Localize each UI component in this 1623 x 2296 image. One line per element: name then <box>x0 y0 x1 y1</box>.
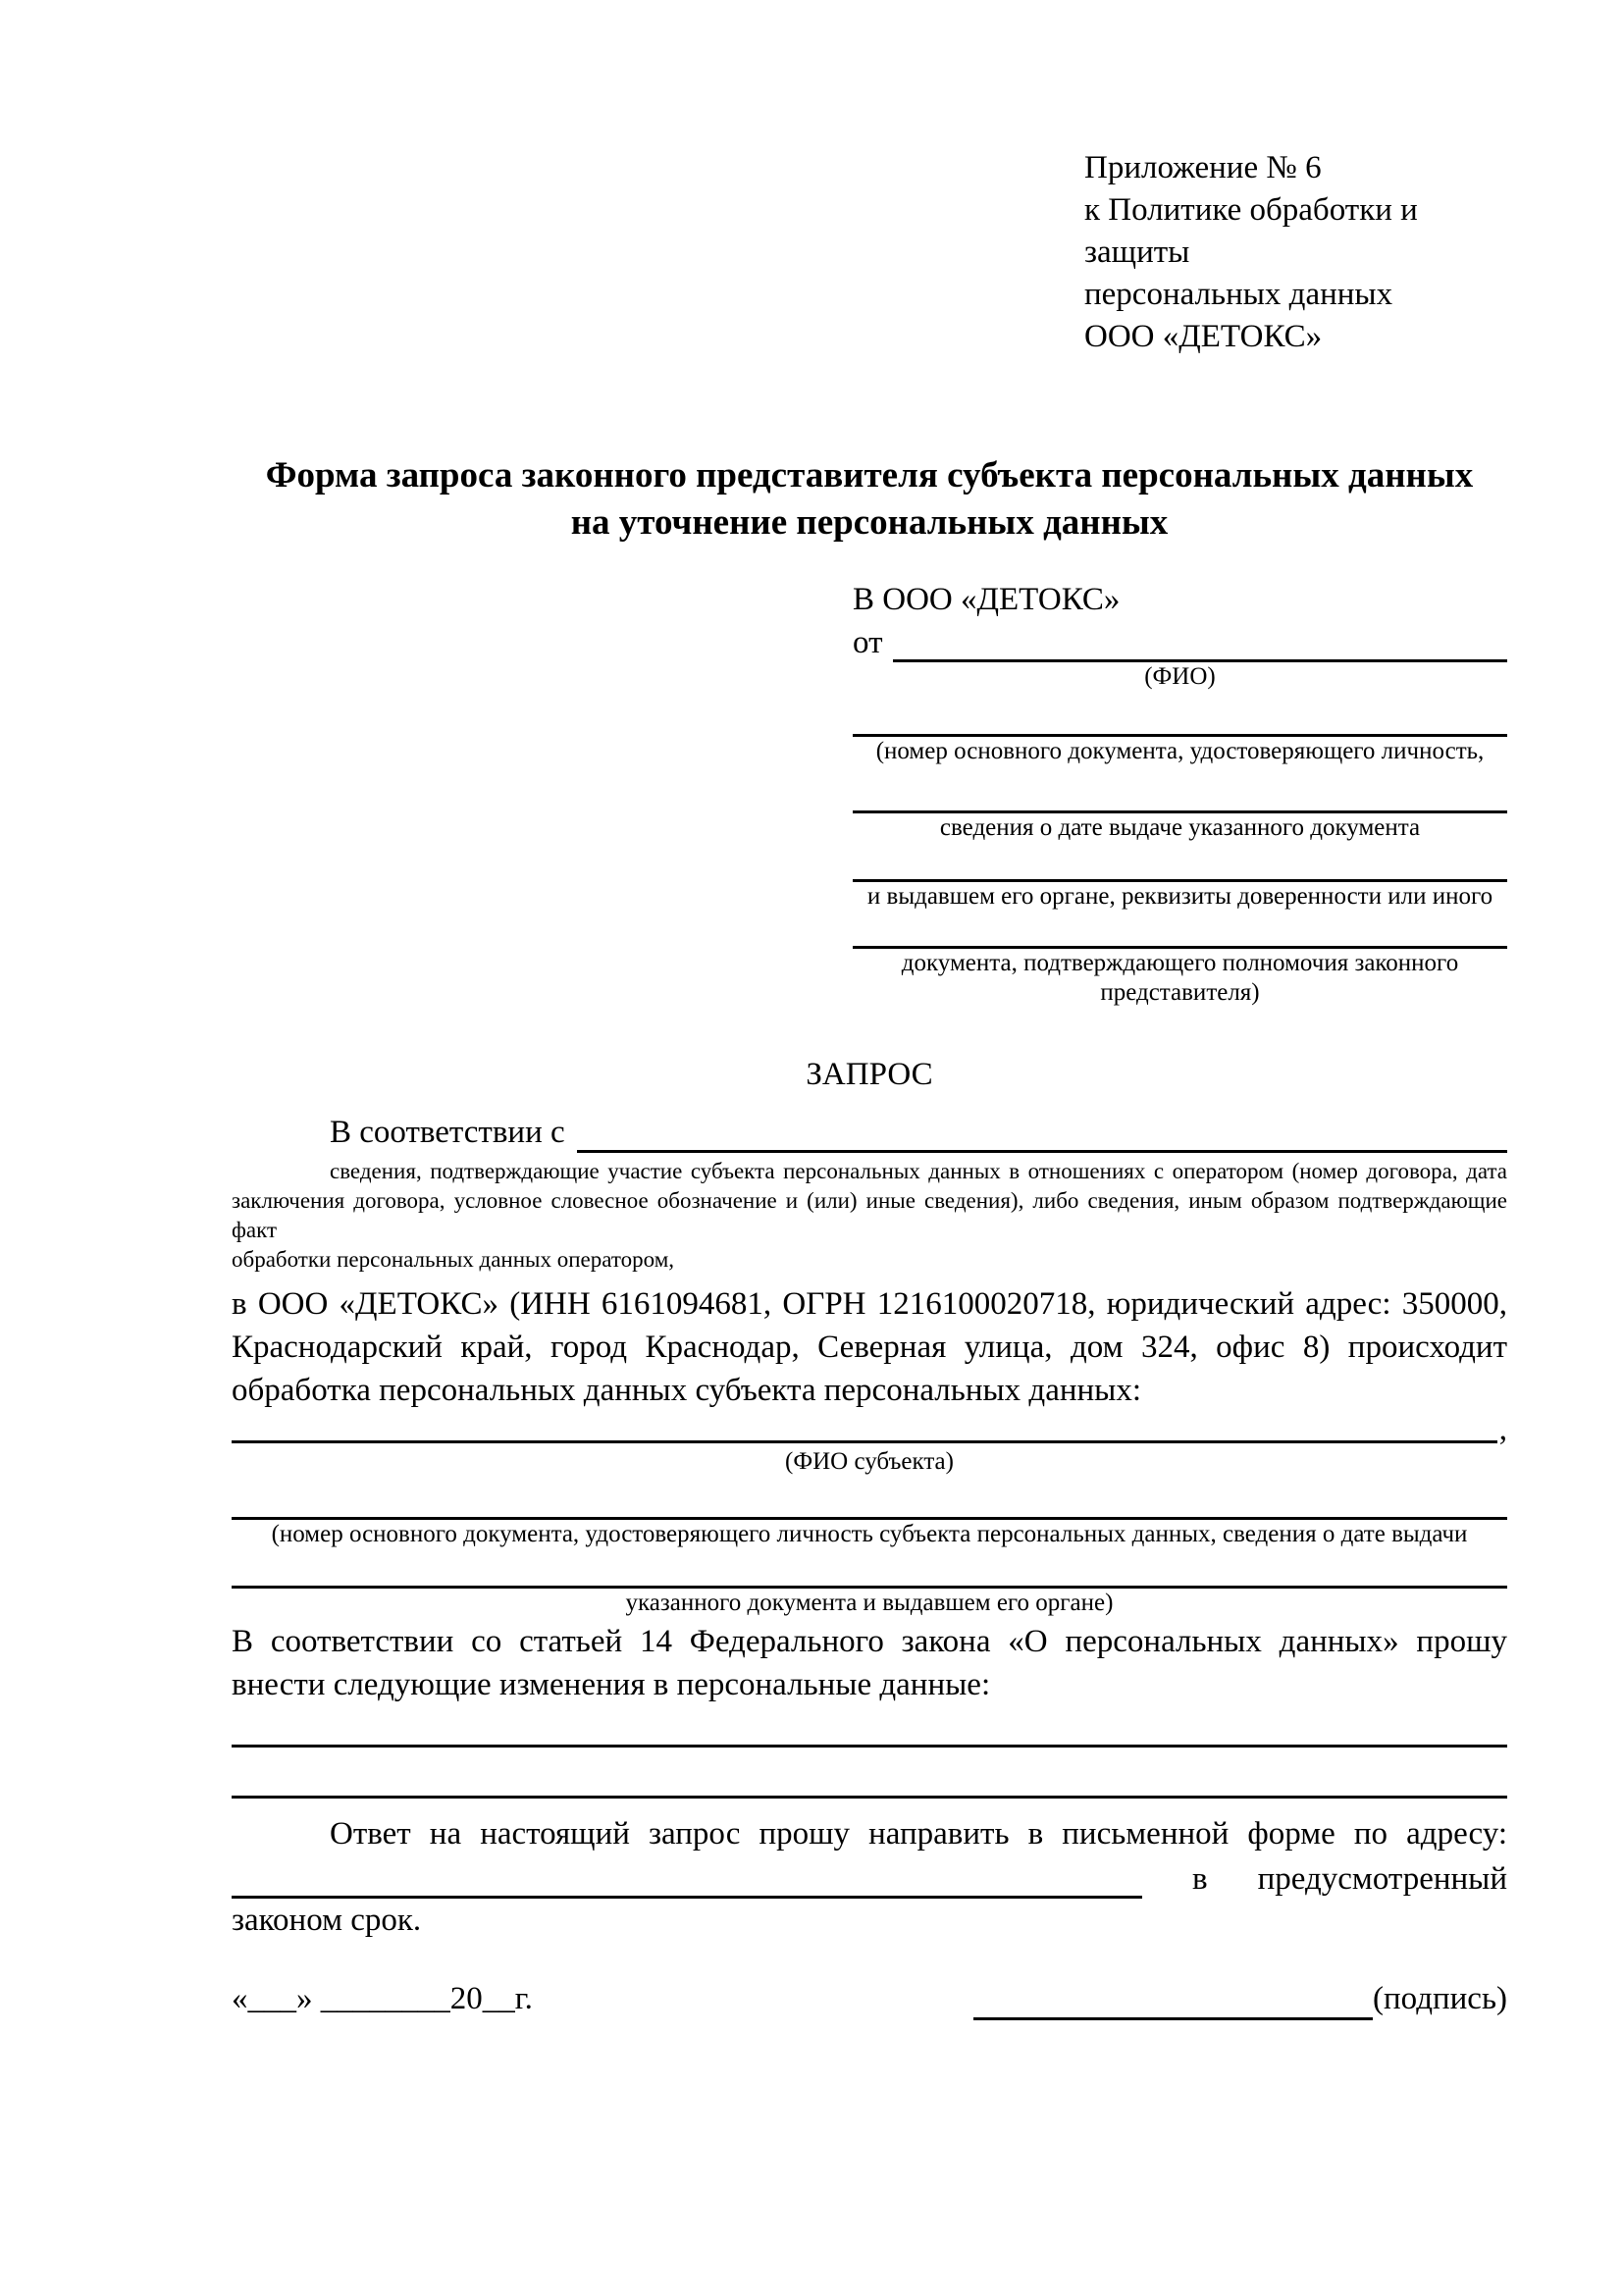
representative-doc-line-2[interactable] <box>853 778 1507 813</box>
form-title-line2: на уточнение персональных данных <box>570 502 1169 543</box>
signature-group <box>973 1977 1507 2020</box>
form-title-line1: Форма запроса законного представителя субъекта персональных данных <box>265 455 1474 496</box>
operator-line: Краснодарский край, город Краснодар, Северная улица, дом 324, офис 8) происходит <box>232 1330 1507 1365</box>
fio-caption: (ФИО) <box>1144 663 1216 690</box>
changes-line-1[interactable] <box>232 1706 1507 1748</box>
answer-word-in: в <box>1192 1861 1208 1897</box>
representative-doc-line-3[interactable] <box>853 853 1507 882</box>
trailing-comma: , <box>1498 1412 1507 1447</box>
appendix-line: Приложение № 6 <box>1084 150 1322 185</box>
representative-doc-caption-3: и выдавшем его органе, реквизиты доверенности или иного <box>866 883 1493 910</box>
changes-line-2[interactable] <box>232 1748 1507 1799</box>
article-paragraph <box>232 1620 1507 1706</box>
subject-fio-caption: (ФИО субъекта) <box>785 1448 954 1475</box>
subject-fio-row <box>232 1412 1507 1447</box>
addressee-to: В ООО «ДЕТОКС» <box>853 582 1121 617</box>
representative-doc-caption-2: сведения о дате выдаче указанного документа <box>939 814 1421 841</box>
article-line: В соответствии со статьей 14 Федерального закона «О персональных данных» прошу <box>232 1624 1507 1659</box>
address-input-line[interactable] <box>232 1861 1142 1899</box>
operator-line: в ООО «ДЕТОКС» (ИНН 6161094681, ОГРН 1216100020718, юридический адрес: 350000, <box>232 1286 1507 1322</box>
accordance-input-line[interactable] <box>577 1108 1507 1153</box>
representative-doc-line-4[interactable] <box>853 921 1507 949</box>
subject-fio-line[interactable] <box>232 1418 1497 1443</box>
accordance-row <box>232 1108 1507 1153</box>
smallprint-line: заключения договора, условное словесное обозначение и (или) иные сведения), либо сведения, иным образом подтверждающие факт <box>232 1188 1507 1242</box>
representative-doc-line-1[interactable] <box>853 704 1507 737</box>
appendix-line: ООО «ДЕТОКС» <box>1084 319 1323 354</box>
from-row <box>853 621 1507 662</box>
subject-doc-caption-2: указанного документа и выдавшем его органе) <box>625 1590 1114 1616</box>
smallprint-block <box>232 1157 1507 1275</box>
footer-row <box>232 1977 1507 2020</box>
smallprint-line: обработки персональных данных оператором, <box>232 1247 674 1272</box>
signature-line[interactable] <box>973 1983 1373 2020</box>
appendix-line: персональных данных <box>1084 277 1393 312</box>
subject-doc-line-2[interactable] <box>232 1553 1507 1589</box>
representative-doc-caption-4: документа, подтверждающего полномочия законного представителя) <box>901 950 1459 1006</box>
appendix-block <box>1084 147 1507 358</box>
representative-fio-line[interactable] <box>893 621 1508 662</box>
accordance-label: В соответствии с <box>330 1115 565 1150</box>
form-title <box>232 452 1507 547</box>
signature-caption: (подпись) <box>1373 1981 1507 2016</box>
appendix-line: к Политике обработки и защиты <box>1084 192 1418 270</box>
article-line: внести следующие изменения в персональные данные: <box>232 1667 991 1702</box>
subject-doc-caption-1: (номер основного документа, удостоверяющего личность субъекта персональных данных, сведения о дате выдачи <box>271 1521 1468 1547</box>
addressee-block <box>853 578 1507 1008</box>
smallprint-line: сведения, подтверждающие участие субъекта персональных данных в отношениях с оператором (номер договора, дата <box>330 1159 1507 1183</box>
date-blank[interactable]: «___» ________20__г. <box>232 1981 533 2016</box>
from-label: от <box>853 625 883 660</box>
answer-line-2 <box>232 1855 1507 1899</box>
subject-doc-line-1[interactable] <box>232 1481 1507 1520</box>
answer-line-1: Ответ на настоящий запрос прошу направить в письменной форме по адресу: <box>330 1816 1507 1852</box>
operator-line: обработка персональных данных субъекта персональных данных: <box>232 1373 1141 1408</box>
request-heading: ЗАПРОС <box>806 1057 933 1092</box>
representative-doc-caption-1: (номер основного документа, удостоверяющего личность, <box>875 738 1485 764</box>
operator-paragraph <box>232 1282 1507 1412</box>
answer-line-3: законом срок. <box>232 1903 422 1938</box>
answer-paragraph <box>232 1812 1507 1942</box>
answer-word-term: предусмотренный <box>1257 1861 1508 1897</box>
